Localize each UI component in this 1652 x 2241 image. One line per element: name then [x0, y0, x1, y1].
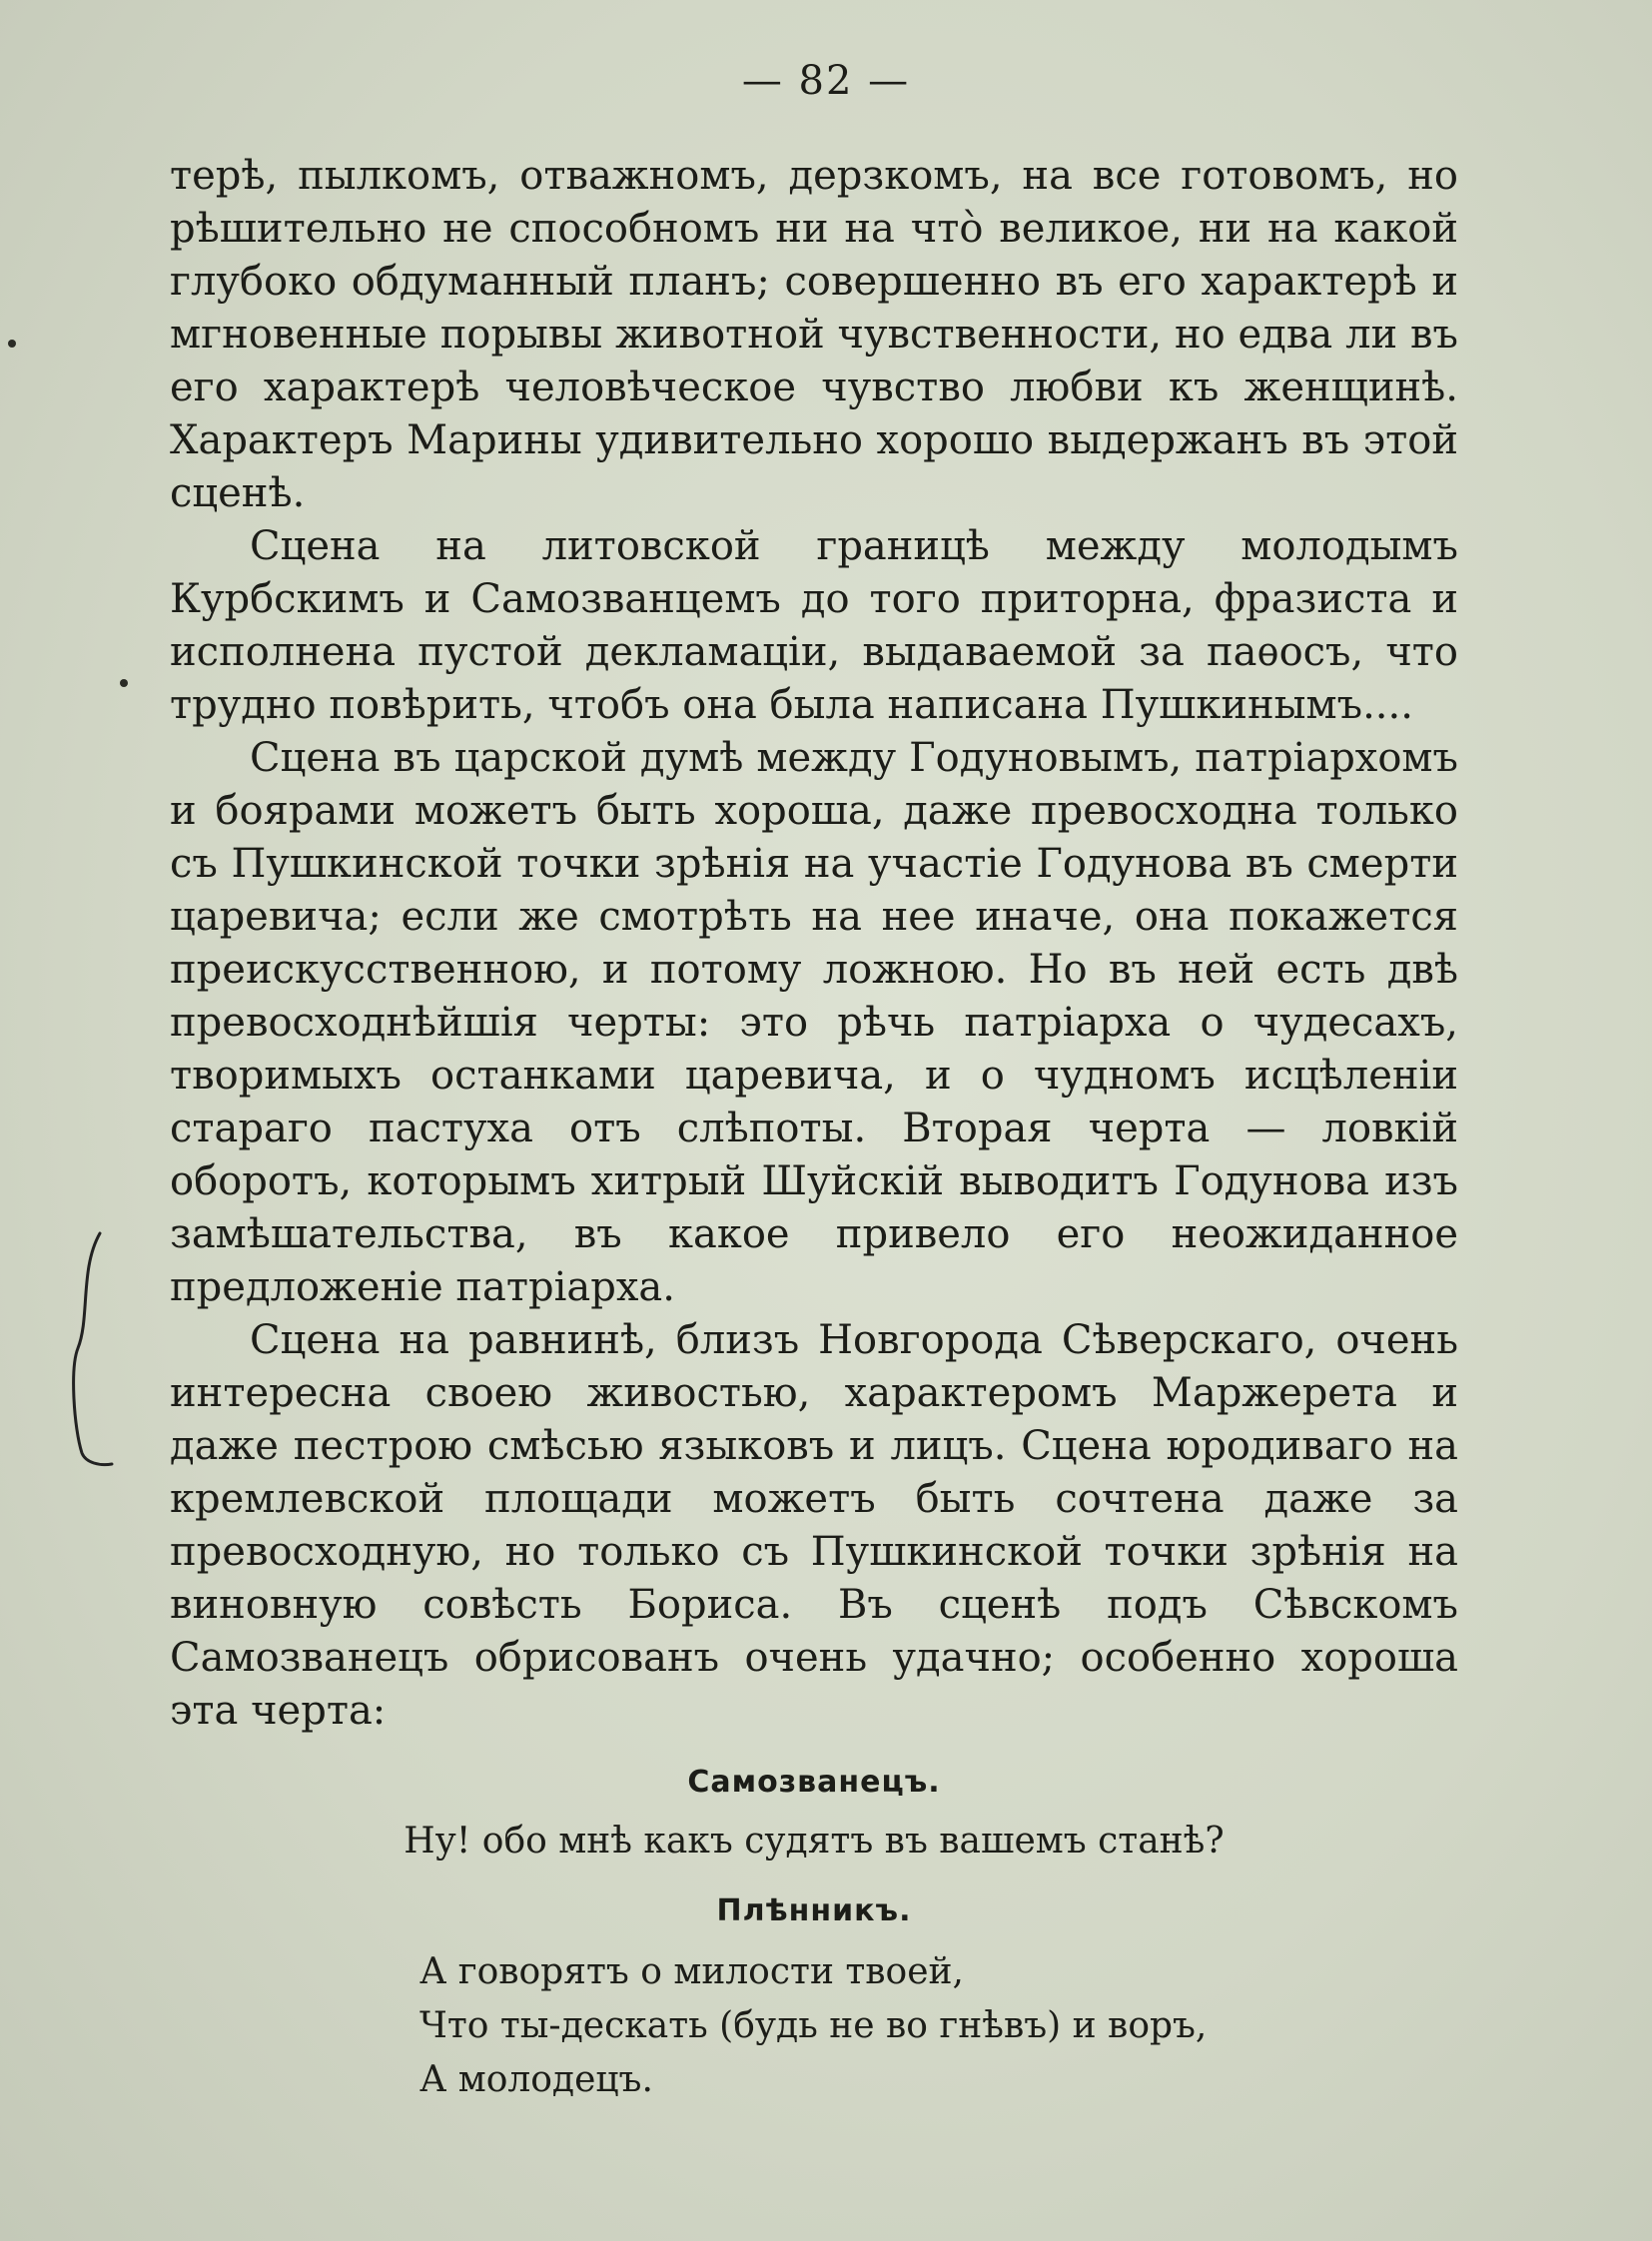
speaker-name: Самозванецъ. [687, 1765, 941, 1800]
verse-line: Что ты-дескать (будь не во гнѣвъ) и воръ, [419, 2005, 1208, 2046]
margin-dot [120, 679, 128, 687]
dialogue-line: Ну! обо мнѣ какъ судятъ въ вашемъ станѣ? [404, 1821, 1225, 1862]
body-text [170, 150, 1458, 2107]
handwritten-bracket-mark [60, 1228, 120, 1468]
speaker-name: Плѣнникъ. [716, 1893, 912, 1928]
verse-line: А молодецъ. [419, 2059, 653, 2100]
page-number: — 82 — [741, 58, 911, 104]
margin-dot [8, 340, 16, 348]
paragraph: Сцена въ царской думѣ между Годуновымъ, патріархомъ и боярами можетъ быть хороша, даже превосходна только съ Пушкинской точки зрѣнія на участіе Годунова въ смерти царевича; если же смотрѣть на нее иначе, она покажется преискусственною, и потому ложною. Но въ ней есть двѣ превосходнѣйшія черты: это рѣчь патріарха о чудесахъ, творимыхъ останками царевича, и о чудномъ исцѣленіи стараго пастуха отъ слѣпоты. Вторая черта — ловкій оборотъ, которымъ хитрый Шуйскій выводитъ Годунова изъ замѣшательства, въ какое привело его неожиданное предложеніе патріарха. [170, 735, 1458, 1310]
paragraph: Сцена на литовской границѣ между молодымъ Курбскимъ и Самозванцемъ до того приторна, фразиста и исполнена пустой декламаціи, выдаваемой за паѳосъ, что трудно повѣрить, чтобъ она была написана Пушкинымъ.... [170, 523, 1458, 728]
paragraph-continuation: терѣ, пылкомъ, отважномъ, дерзкомъ, на все готовомъ, но рѣшительно не способномъ ни на что̀ великое, ни на какой глубоко обдуманный планъ; совершенно въ его характерѣ и мгновенные порывы животной чувственности, но едва ли въ его характерѣ человѣческое чувство любви къ женщинѣ. Характеръ Марины удивительно хорошо выдержанъ въ этой сценѣ. [170, 153, 1458, 516]
verse-line: А говорятъ о милости твоей, [419, 1951, 964, 1992]
verse-block [419, 1945, 1458, 2107]
paragraph: Сцена на равнинѣ, близъ Новгорода Сѣверскаго, очень интересна своею живостью, характеромъ Маржерета и даже пестрою смѣсью языковъ и лицъ. Сцена юродиваго на кремлевской площади можетъ быть сочтена даже за превосходную, но только съ Пушкинской точки зрѣнія на виновную совѣсть Бориса. Въ сценѣ подъ Сѣвскомъ Самозванецъ обрисованъ очень удачно; особенно хороша эта черта: [170, 1317, 1458, 1734]
